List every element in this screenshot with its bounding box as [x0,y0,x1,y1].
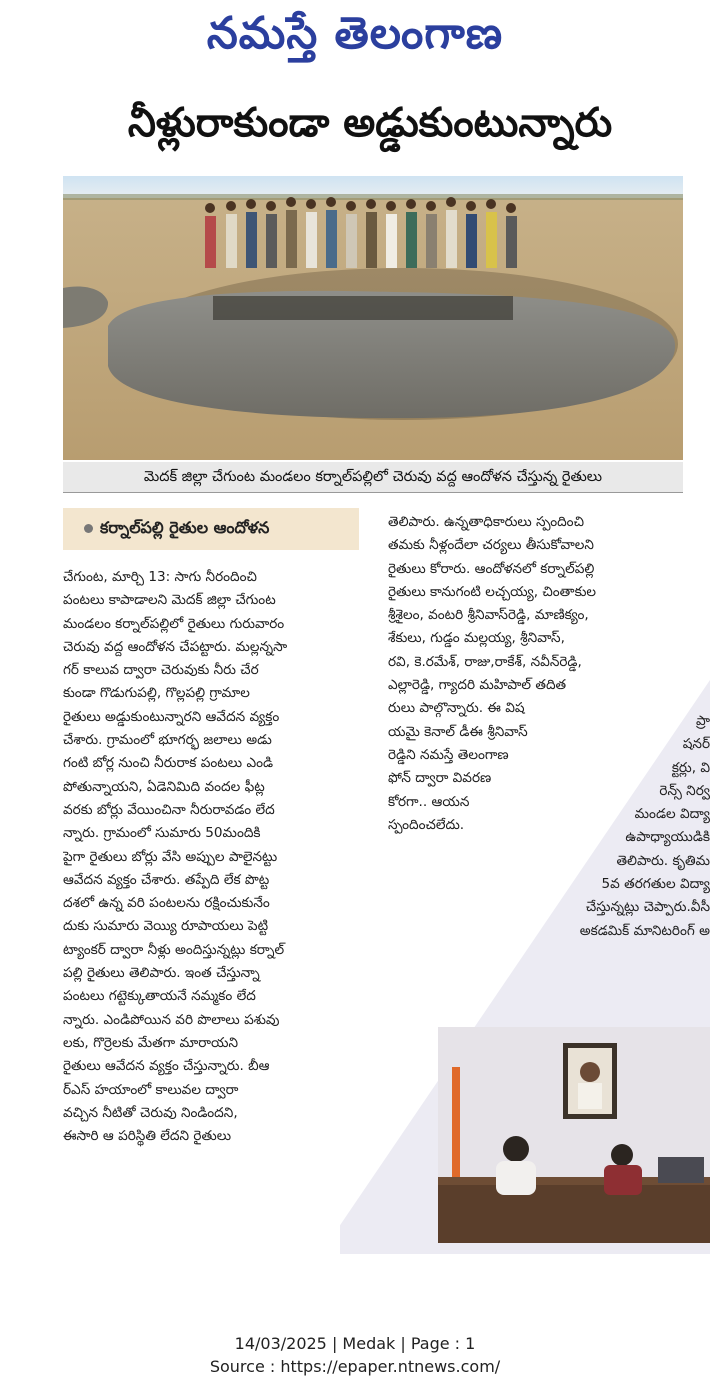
article-line: చెరువు వద్ద ఆందోళన చేపట్టారు. మల్లన్నసా [63,638,288,655]
article-line: న్నారు. ఎండిపోయిన వరి పొలాలు పశువు [63,1011,280,1028]
footer-date-line: 14/03/2025 | Medak | Page : 1 [234,1334,476,1353]
article-line: ఈసారి ఆ పరిస్థితి లేదని రైతులు [63,1128,232,1145]
adjacent-article-line: 5వ తరగతుల విద్యా [601,876,710,893]
article-line: లకు, గొర్రెలకు మేతగా మారాయని [63,1034,239,1051]
farmers-protest-photo [63,176,683,460]
article-line: పోతున్నాయని, ఏడెనిమిది వందల ఫీట్ల [63,778,265,795]
adjacent-article-line: చేస్తున్నట్లు చెప్పారు.వీసీ [585,899,710,916]
article-line: రైతులు కానుగంటి లచ్చయ్య, చింతాకుల [388,583,597,600]
office-meeting-photo [438,1027,710,1243]
article-headline: నీళ్లురాకుండా అడ్డుకుంటున్నారు [127,100,613,146]
article-line: గర్ కాలువ ద్వారా చెరువుకు నీరు చేర [63,662,259,679]
adjacent-article-line: తెలిపారు. కృతిమ [616,852,710,869]
adjacent-article-line: క్టర్లు, వి [671,759,710,776]
article-line: పంటలు గట్టెక్కుతాయనే నమ్మకం లేద [63,988,256,1005]
article-subheading: కర్నాల్‌పల్లి రైతుల ఆందోళన [100,518,270,537]
article-line: ట్యాంకర్ ద్వారా నీళ్లు అందిస్తున్నట్లు కర్నాల్ [63,941,285,958]
article-line: యమై కెనాల్ డీఈ శ్రీనివాస్ [388,723,528,740]
article-line: ఆవేదన వ్యక్తం చేశారు. తప్పేది లేక పొట్ట [63,871,270,888]
article-line: చేశారు. గ్రామంలో భూగర్భ జలాలు అడు [63,732,272,749]
adjacent-article-line: ప్రా [695,713,710,729]
article-line: శ్రీశైలం, వంటరి శ్రీనివాస్‌రెడ్డి, మాణిక్యం, [388,607,589,624]
article-line: కుండా గొడుగుపల్లి, గొల్లపల్లి గ్రామాల [63,685,250,702]
article-line: రైతులు ఆవేదన వ్యక్తం చేస్తున్నారు. బీఆ [63,1058,270,1075]
article-line: ర్ఎస్ హయాంలో కాలువల ద్వారా [63,1081,239,1098]
article-line: ఎల్లారెడ్డి, గ్యాదరి మహిపాల్ తదిత [388,677,567,694]
article-line: పల్లి రైతులు తెలిపారు. ఇంత చేస్తున్నా [63,965,260,982]
article-line: తెలిపారు. ఉన్నతాధికారులు స్పందించి [388,514,584,530]
adjacent-article-line: రెన్స్ నిర్వ [659,782,710,799]
article-line: దుకు సుమారు వెయ్యి రూపాయలు పెట్టి [63,918,269,935]
article-line: రులు పాల్గొన్నారు. ఈ విష [388,700,525,717]
adjacent-article-line: షనర్ [682,736,710,753]
article-line: పైగా రైతులు బోర్లు వేసి అప్పుల పాలైనట్టు [63,848,278,865]
footer-source-link[interactable]: Source : https://epaper.ntnews.com/ [209,1357,501,1376]
newspaper-masthead: నమస్తే తెలంగాణ [206,8,504,59]
article-line: శేకులు, గుడ్డం మల్లయ్య, శ్రీనివాస్, [388,630,565,647]
article-line: న్నారు. గ్రామంలో సుమారు 50మందికి [63,825,261,842]
article-line: చేగుంట, మార్చి 13: సాగు నీరందించి [63,569,257,585]
adjacent-article-line: మండల విద్యా [634,806,710,823]
article-line: కోరగా.. ఆయన [388,793,470,810]
adjacent-article-text [530,710,710,943]
article-line: స్పందించలేదు. [388,816,465,833]
adjacent-article-line: అకడమిక్ మానిటరింగ్ అ [579,922,710,939]
adjacent-article-line: ఉపాధ్యాయుడికి [625,829,710,846]
article-column-1 [63,566,359,1148]
article-line: వరకు బోర్లు వేయించినా నీరురావడం లేద [63,801,275,818]
article-line: దశలో ఉన్న వరి పంటలను రక్షించుకునేం [63,895,270,912]
article-line: మండలం కర్నాల్‌పల్లిలో రైతులు గురువారం [63,615,285,632]
article-line: రవి, కె.రమేశ్, రాజు,రాకేశ్, నవీన్‌రెడ్డి, [388,653,582,670]
article-line: రైతులు అడ్డుకుంటున్నారని ఆవేదన వ్యక్తం [63,708,280,725]
photo-caption: మెదక్ జిల్లా చేగుంట మండలం కర్నాల్‌పల్లిలో చెరువు వద్ద ఆందోళన చేస్తున్న రైతులు [63,462,683,493]
article-line: వచ్చిన నీటితో చెరువు నిండిందని, [63,1104,238,1121]
article-line: ఫోన్ ద్వారా వివరణ [388,770,492,787]
article-line: గంటి బోర్ల నుంచి నీరురాక పంటలు ఎండి [63,755,274,772]
article-line: రైతులు కోరారు. ఆందోళనలో కర్నాల్‌పల్లి [388,560,595,577]
bullet-icon [84,524,93,533]
article-line: తమకు నీళ్లందేలా చర్యలు తీసుకోవాలని [388,537,594,554]
article-line: రెడ్డిని నమస్తే తెలంగాణ [388,746,509,763]
article-line: పంటలు కాపాడాలని మెదక్ జిల్లా చేగుంట [63,592,276,609]
